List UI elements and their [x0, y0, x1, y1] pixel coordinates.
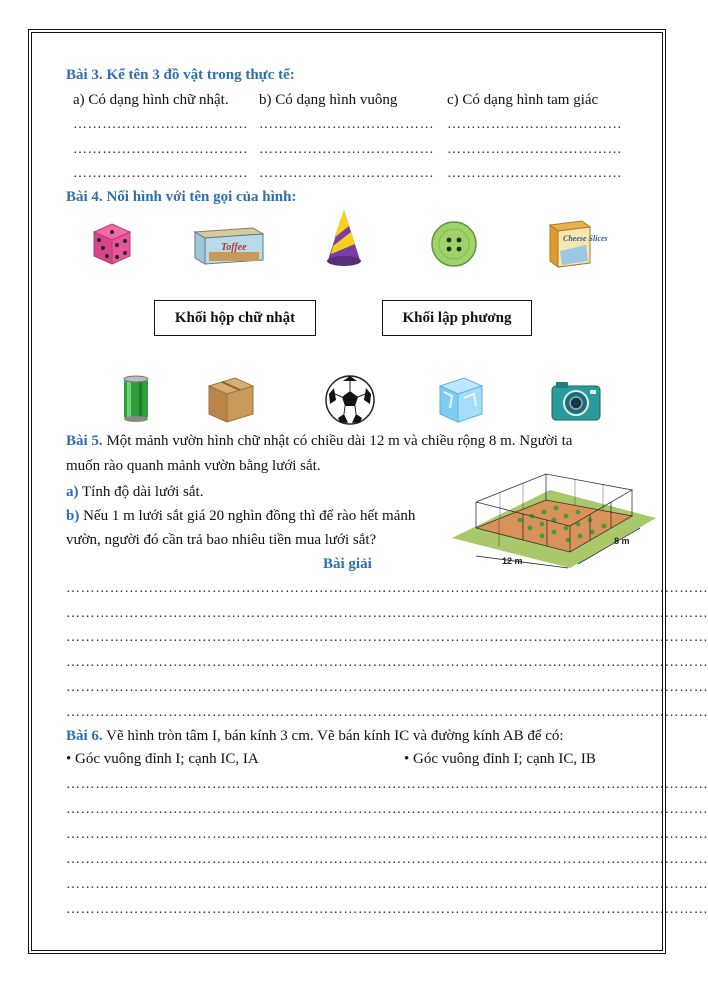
bai6-text: Vẽ hình tròn tâm I, bán kính 3 cm. Vẽ bán kính IC và đường kính AB để có: — [106, 728, 564, 744]
cheese-box-icon[interactable] — [546, 217, 608, 269]
bai6-answer-line[interactable]: …………………………………………………………………………………………………………………… — [66, 777, 708, 792]
bai3-option-c: c) Có dạng hình tam giác — [447, 92, 599, 108]
bai5-answer-line[interactable]: …………………………………………………………………………………………………………………… — [66, 705, 708, 720]
bai6-answer-line[interactable]: …………………………………………………………………………………………………………………… — [66, 827, 708, 842]
bai6-answer-line[interactable]: …………………………………………………………………………………………………………………… — [66, 877, 708, 892]
button-icon[interactable] — [430, 220, 478, 268]
garden-length-label: 12 m — [502, 556, 523, 566]
bai5-answer-line[interactable]: …………………………………………………………………………………………………………………… — [66, 606, 708, 621]
bai3-answer-line[interactable]: ……………………………… — [259, 142, 435, 157]
bai6-answer-line[interactable]: …………………………………………………………………………………………………………………… — [66, 902, 708, 917]
bai3-label: Bài 3. — [66, 67, 103, 83]
soccer-ball-icon[interactable] — [324, 374, 376, 426]
garden-illustration — [450, 468, 658, 570]
bai6-label: Bài 6. — [66, 728, 103, 744]
bai4-heading — [66, 189, 296, 206]
bai3-answer-line[interactable]: ……………………………… — [259, 117, 435, 132]
bai5-part-b — [66, 508, 415, 525]
bai3-answer-line[interactable]: ……………………………… — [73, 142, 249, 157]
ice-cube-icon[interactable] — [434, 374, 486, 426]
bai3-answer-line[interactable]: ……………………………… — [73, 117, 249, 132]
bai3-answer-line[interactable]: ……………………………… — [447, 117, 623, 132]
camera-icon[interactable] — [550, 380, 602, 422]
bai5-b-text1: Nếu 1 m lưới sắt giá 20 nghìn đồng thì để rào hết mảnh — [83, 508, 416, 524]
bai5-solution-title: Bài giải — [323, 556, 372, 572]
dice-icon[interactable] — [86, 218, 136, 268]
bai5-answer-line[interactable]: …………………………………………………………………………………………………………………… — [66, 581, 708, 596]
cheese-box-text: Cheese Slices — [563, 234, 608, 243]
bai6-answer-line[interactable]: …………………………………………………………………………………………………………………… — [66, 852, 708, 867]
bai5-line1 — [66, 433, 572, 450]
party-hat-icon[interactable] — [324, 208, 364, 268]
bai5-b-label: b) — [66, 508, 80, 524]
bai3-option-b: b) Có dạng hình vuông — [259, 92, 398, 108]
bai6-bullet-1: • Góc vuông đỉnh I; cạnh IC, IA — [66, 751, 259, 767]
bai3-answer-line[interactable]: ……………………………… — [259, 166, 435, 181]
bai3-answer-line[interactable]: ……………………………… — [447, 142, 623, 157]
cardboard-box-icon[interactable] — [205, 374, 257, 424]
bai5-a-label: a) — [66, 484, 79, 500]
bai3-answer-line[interactable]: ……………………………… — [73, 166, 249, 181]
bai4-label: Bài 4. — [66, 189, 103, 205]
bai5-a-text: Tính độ dài lưới sắt. — [81, 484, 204, 500]
bai5-answer-line[interactable]: …………………………………………………………………………………………………………………… — [66, 680, 708, 695]
bai4-title: Nối hình với tên gọi của hình: — [106, 189, 297, 205]
bai5-answer-line[interactable]: …………………………………………………………………………………………………………………… — [66, 630, 708, 645]
bai3-option-a: a) Có dạng hình chữ nhật. — [73, 92, 229, 108]
bai6-line1 — [66, 728, 564, 745]
bai5-part-a — [66, 484, 203, 501]
bai5-answer-line[interactable]: …………………………………………………………………………………………………………………… — [66, 655, 708, 670]
bai6-answer-line[interactable]: …………………………………………………………………………………………………………………… — [66, 802, 708, 817]
soda-can-icon[interactable] — [120, 373, 152, 423]
bai3-answer-line[interactable]: ……………………………… — [447, 166, 623, 181]
garden-width-label: 8 m — [614, 536, 630, 546]
bai5-text1: Một mảnh vườn hình chữ nhật có chiều dài 12 m và chiều rộng 8 m. Người ta — [106, 433, 573, 449]
bai3-heading — [66, 67, 295, 84]
bai6-bullet-2: • Góc vuông đỉnh I; cạnh IC, IB — [404, 751, 596, 767]
toffee-box-icon[interactable] — [193, 222, 265, 266]
bai5-label: Bài 5. — [66, 433, 103, 449]
toffee-box-text: Toffee — [221, 242, 247, 253]
shape-name-box-cube[interactable]: Khối lập phương — [382, 300, 532, 336]
bai5-b-text2: vườn, người đó cần trả bao nhiêu tiền mua lưới sắt? — [66, 532, 377, 548]
shape-name-box-rectangular-prism[interactable]: Khối hộp chữ nhật — [154, 300, 316, 336]
bai5-text2: muốn rào quanh mảnh vườn bằng lưới sắt. — [66, 458, 321, 474]
bai3-title: Kể tên 3 đồ vật trong thực tế: — [106, 67, 295, 83]
